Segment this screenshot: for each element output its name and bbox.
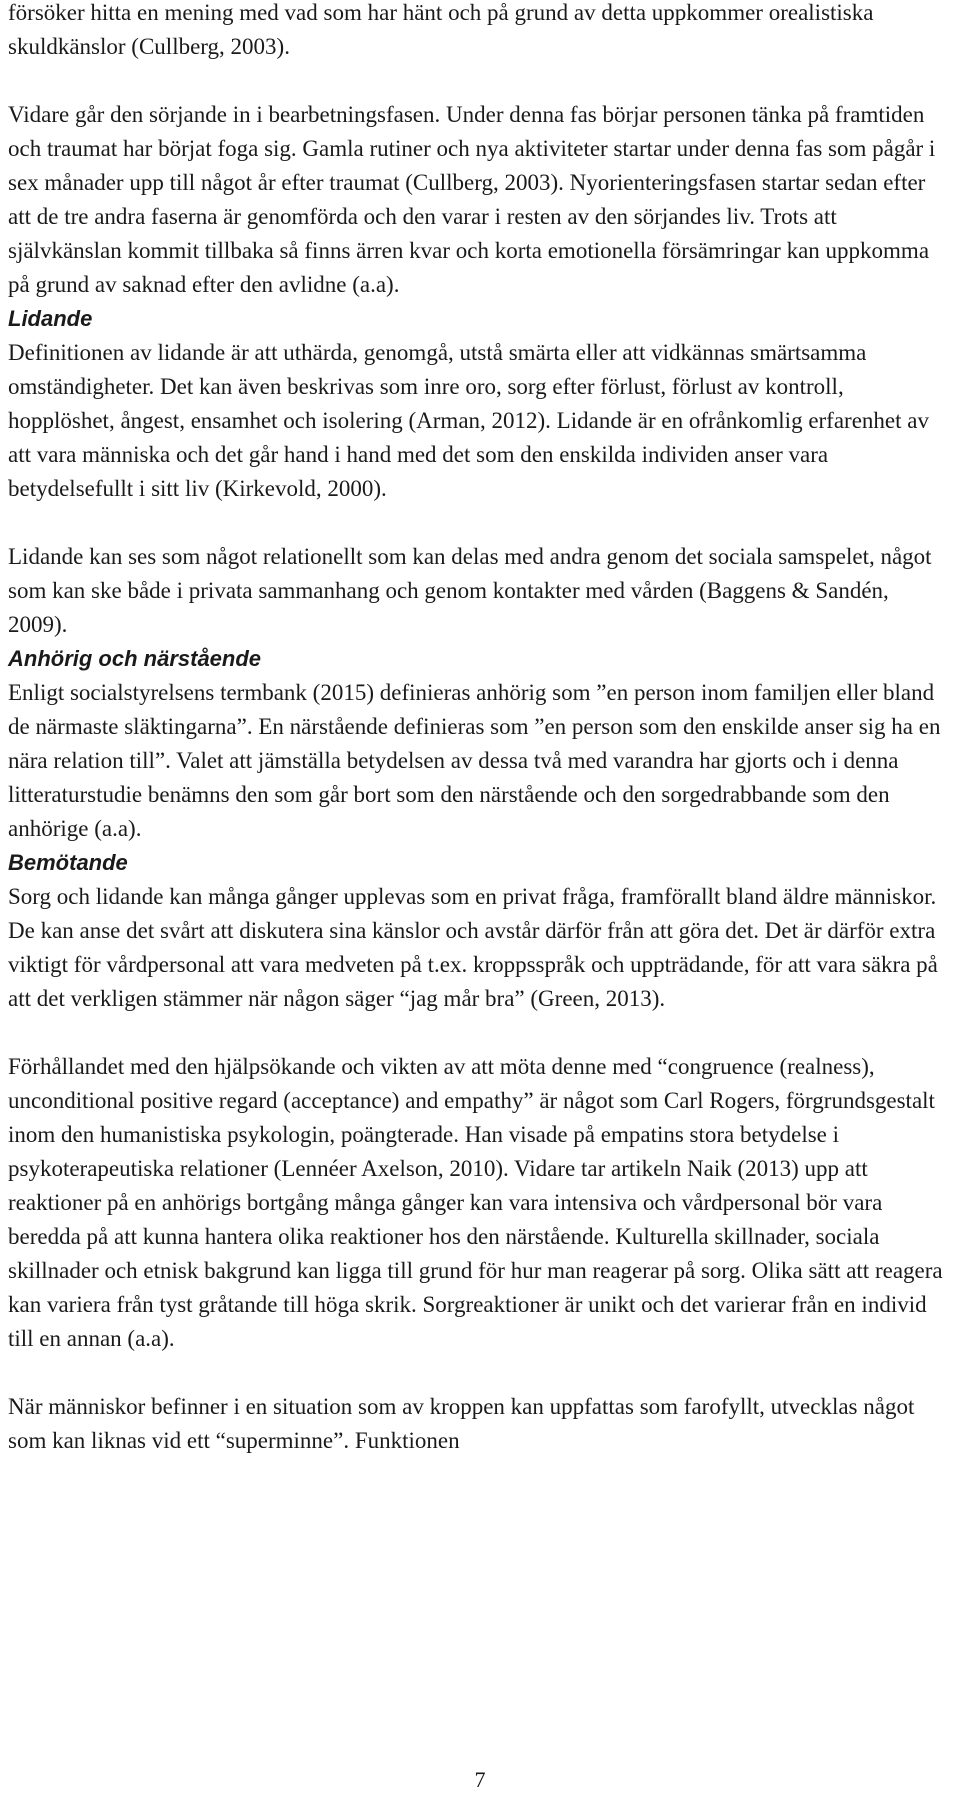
paragraph-lidande-relationellt: Lidande kan ses som något relationellt som kan delas med andra genom det sociala samspelet, något som kan ske både i privata sammanhang och genom kontakter med vården (Baggens & Sandén, 2009). [8, 544, 932, 637]
paragraph-forhallandet: Förhållandet med den hjälpsökande och vikten av att möta denne med “congruence (realness), unconditional positive regard (acceptance) and empathy” är något som Carl Rogers, förgrundsgestalt inom den humanistiska psykologin, poängterade. Han visade på empatins stora betydelse i psykoterapeutiska relationer (Lennéer Axelson, 2010). Vidare tar artikeln Naik (2013) upp att reaktioner på en anhörigs bortgång många gånger kan vara intensiva och vårdpersonal bör vara beredda på att kunna hantera olika reaktioner hos den närstående. Kulturella skillnader, sociala skillnader och etnisk bakgrund kan ligga till grund för hur man reagerar på sorg. Olika sätt att reagera kan variera från tyst gråtande till höga skrik. Sorgreaktioner är unikt och det varierar från en individ till en annan (a.a). [8, 1054, 943, 1351]
paragraph-lidande-definition: Definitionen av lidande är att uthärda, genomgå, utstå smärta eller att vidkännas smärtsamma omständigheter. Det kan även beskrivas som inre oro, sorg efter förlust, förlust av kontroll, hopplöshet, ångest, ensamhet och isolering (Arman, 2012). Lidande är en ofrånkomlig erfarenhet av att vara människa och det går hand i hand med det som den enskilda individen anser vara betydelsefullt i sitt liv (Kirkevold, 2000). [8, 340, 929, 501]
section-heading-lidande: Lidande [8, 306, 93, 331]
paragraph-superminne: När människor befinner i en situation som av kroppen kan uppfattas som farofyllt, utvecklas något som kan liknas vid ett “superminne”. Funktionen [8, 1394, 915, 1453]
page-number: 7 [474, 1767, 486, 1792]
paragraph-sorg-och-lidande: Sorg och lidande kan många gånger upplevas som en privat fråga, framförallt bland äldre människor. De kan anse det svårt att diskutera sina känslor och avstår därför från att göra det. Det är därför extra viktigt för vårdpersonal att vara medveten på t.ex. kroppsspråk och uppträdande, för att vara säkra på att det verkligen stämmer när någon säger “jag mår bra” (Green, 2013). [8, 884, 938, 1011]
paragraph-bearbetningsfasen: Vidare går den sörjande in i bearbetningsfasen. Under denna fas börjar personen tänka på framtiden och traumat har börjat foga sig. Gamla rutiner och nya aktiviteter startar under denna fas som pågår i sex månader upp till något år efter traumat (Cullberg, 2003). Nyorienteringsfasen startar sedan efter att de tre andra faserna är genomförda och den varar i resten av den sörjandes liv. Trots att självkänslan kommit tillbaka så finns ärren kvar och korta emotionella försämringar kan uppkomma på grund av saknad efter den avlidne (a.a). [8, 102, 936, 297]
paragraph-gap [8, 64, 952, 98]
paragraph-gap [8, 506, 952, 540]
paragraph-gap [8, 1016, 952, 1050]
section-heading-bemotande: Bemötande [8, 850, 128, 875]
paragraph-anhorig-definition: Enligt socialstyrelsens termbank (2015) definieras anhörig som ”en person inom familjen eller bland de närmaste släktingarna”. En närstående definieras som ”en person som den enskilde anser sig ha en nära relation till”. Valet att jämställa betydelsen av dessa två med varandra har gjorts och i denna litteraturstudie benämns den som går bort som den närstående och den sorgedrabbande som den anhörige (a.a). [8, 680, 941, 841]
paragraph-gap [8, 1356, 952, 1390]
section-heading-anhorig: Anhörig och närstående [8, 646, 262, 671]
paragraph-cullberg-intro: försöker hitta en mening med vad som har hänt och på grund av detta uppkommer orealistiska skuldkänslor (Cullberg, 2003). [8, 0, 874, 59]
document-page [8, 0, 952, 1458]
